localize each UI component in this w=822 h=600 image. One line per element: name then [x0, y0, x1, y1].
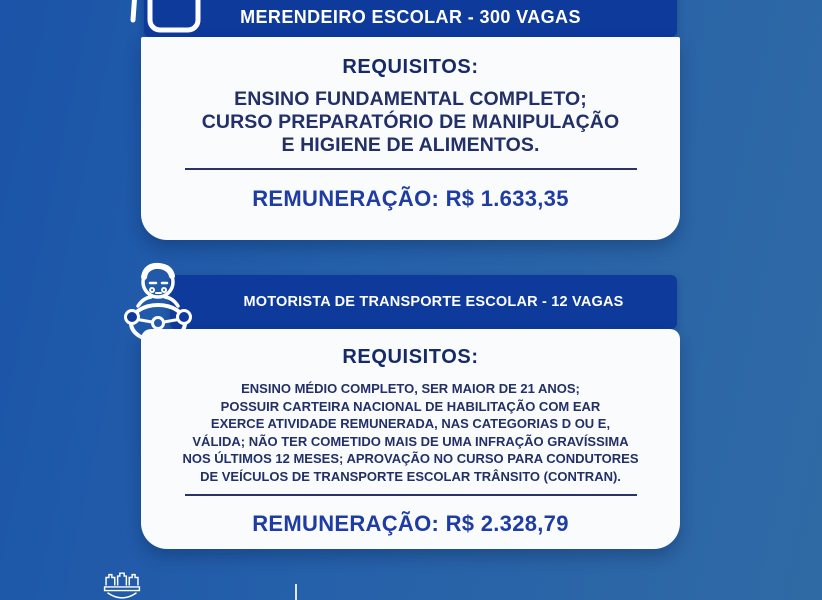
requirements-line: VÁLIDA; NÃO TER COMETIDO MAIS DE UMA INFRAÇÃO GRAVÍSSIMA [192, 433, 629, 449]
footer-divider-line [295, 584, 297, 600]
requirements-line: CURSO PREPARATÓRIO DE MANIPULAÇÃO [201, 111, 620, 133]
salary-text: REMUNERAÇÃO: R$ 2.328,79 [252, 511, 569, 536]
job-card-banner-merendeiro [144, 0, 677, 37]
city-coat-of-arms-icon [94, 571, 150, 600]
job-card-merendeiro [141, 37, 680, 240]
requirements-line: NOS ÚLTIMOS 12 MESES; APROVAÇÃO NO CURSO PARA CONDUTORES [182, 451, 639, 466]
divider [185, 494, 637, 496]
job-card-banner-motorista [170, 275, 677, 329]
requirements-heading: REQUISITOS: [342, 56, 479, 78]
requirements-heading: REQUISITOS: [342, 346, 479, 368]
requirements-line: ENSINO MÉDIO COMPLETO, SER MAIOR DE 21 ANOS; [241, 381, 580, 396]
requirements-text [141, 88, 680, 157]
job-card-motorista [141, 329, 680, 549]
divider [185, 168, 637, 170]
requirements-text [141, 380, 680, 485]
salary-text: REMUNERAÇÃO: R$ 1.633,35 [252, 186, 569, 211]
requirements-line: E HIGIENE DE ALIMENTOS. [281, 134, 540, 156]
job-title: MERENDEIRO ESCOLAR - 300 VAGAS [240, 7, 581, 27]
requirements-line: POSSUIR CARTEIRA NACIONAL DE HABILITAÇÃO COM EAR [220, 398, 601, 414]
job-title: MOTORISTA DE TRANSPORTE ESCOLAR - 12 VAGAS [243, 294, 624, 310]
requirements-line: EXERCE ATIVIDADE REMUNERADA, NAS CATEGORIAS D OU E, [210, 416, 611, 431]
requirements-line: DE VEÍCULOS DE TRANSPORTE ESCOLAR TRÂNSITO (CONTRAN). [200, 468, 621, 484]
requirements-line: ENSINO FUNDAMENTAL COMPLETO; [234, 88, 587, 110]
